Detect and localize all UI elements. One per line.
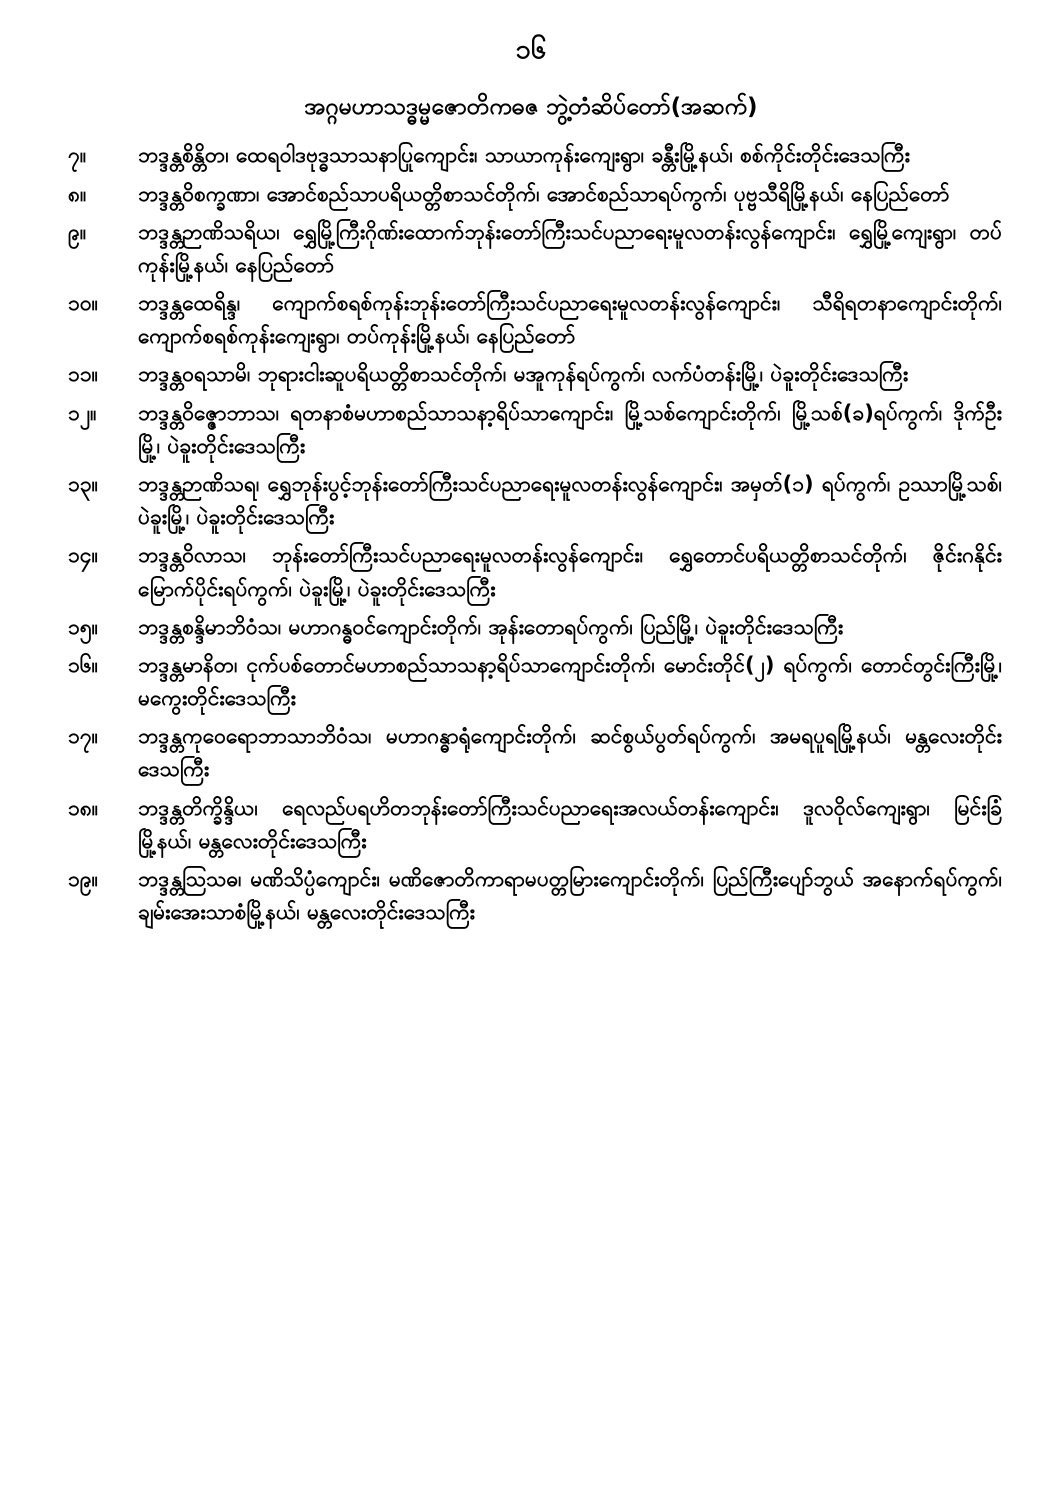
entry-number: ၁၆။	[68, 652, 98, 677]
list-item	[56, 139, 1006, 172]
entry-text: ဘဒ္ဒန္တကုဝေရောဘာသာဘိဝံသ၊ မဟာဂန္ဓာရုံကျောင်းတိုက်၊ ဆင်စွယ်ပွတ်ရပ်ကွက်၊ အမရပူရမြို့နယ်၊ မန္တလေးတိုင်းဒေသကြီး	[138, 724, 1002, 782]
entry-text: ဘဒ္ဒန္တဝိဇ္ဇောဘာသ၊ ရတနာစံမဟာစည်သာသနာ့ရိပ်သာကျောင်း၊ မြို့သစ်ကျောင်းတိုက်၊ မြို့သစ်(ခ)ရပ်ကွက်၊ ဒိုက်ဦးမြို့၊ ပဲခူးတိုင်းဒေသကြီး	[138, 400, 1002, 458]
entry-number: ၁၇။	[68, 724, 98, 749]
list-item	[56, 720, 1006, 786]
list-item	[56, 397, 1006, 463]
list-item	[56, 863, 1006, 929]
entry-text: ဘဒ္ဒန္တတိက္ခိန္ဒိယ၊ ရေလည်ပရဟိတဘုန်းတော်ကြီးသင်ပညာရေးအလယ်တန်းကျောင်း၊ ဒူလဝိုလ်ကျေးရွာ၊ မြင်းခြံမြို့နယ်၊ မန္တလေးတိုင်းဒေသကြီး	[138, 795, 1002, 853]
list-item	[56, 178, 1006, 211]
page-title: အဂ္ဂမဟာသဒ္ဓမ္မဇောတိကဓဇ ဘွဲ့တံဆိပ်တော်(အဆက်)	[304, 94, 758, 121]
entry-text: ဘဒ္ဒန္တထေရိန္ဒ၊ ကျောက်စရစ်ကုန်းဘုန်းတော်ကြီးသင်ပညာရေးမူလတန်းလွန်ကျောင်း၊ သီရိရတနာကျောင်းတိုက်၊ ကျောက်စရစ်ကုန်းကျေးရွာ၊ တပ်ကုန်းမြို့နယ်၊ နေပြည်တော်	[138, 291, 1002, 349]
list-item	[56, 468, 1006, 534]
entry-text: ဘဒ္ဒန္တဉာဏိသရ၊ ရွှေဘုန်းပွင့်ဘုန်းတော်ကြီးသင်ပညာရေးမူလတန်းလွန်ကျောင်း၊ အမှတ်(၁) ရပ်ကွက်၊ ဥဿာမြို့သစ်၊ ပဲခူးမြို့၊ ပဲခူးတိုင်းဒေသကြီး	[138, 471, 1002, 530]
entry-number: ၇။	[68, 143, 87, 168]
entry-number: ၁၅။	[68, 614, 98, 639]
list-item	[56, 358, 1006, 391]
entry-text: ဘဒ္ဒန္တဝိစက္ခဏာ၊ အောင်စည်သာပရိယတ္တိစာသင်တိုက်၊ အောင်စည်သာရပ်ကွက်၊ ပုဗ္ဗသီရိမြို့နယ်၊ နေပြည်တော်	[138, 181, 950, 206]
page-number: ၁၆	[515, 34, 547, 65]
entry-text: ဘဒ္ဒန္တဝရသာမိ၊ ဘုရားငါးဆူပရိယတ္တိစာသင်တိုက်၊ မအူကုန်ရပ်ကွက်၊ လက်ပံတန်းမြို့၊ ပဲခူးတိုင်းဒေသကြီး	[138, 362, 909, 387]
entry-text: ဘဒ္ဒန္တစန္ဒိမာဘိဝံသ၊ မဟာဂန္ဓဝင်ကျောင်းတိုက်၊ အုန်းတောရပ်ကွက်၊ ပြည်မြို့၊ ပဲခူးတိုင်းဒေသကြီး	[138, 614, 844, 639]
entry-text: ဘဒ္ဒန္တမာနိတ၊ ငုက်ပစ်တောင်မဟာစည်သာသနာ့ရိပ်သာကျောင်းတိုက်၊ မောင်းတိုင်(၂) ရပ်ကွက်၊ တောင်တွင်းကြီးမြို့၊ မကွေးတိုင်းဒေသကြီး	[138, 652, 1002, 711]
list-item	[56, 649, 1006, 715]
entry-number: ၉။	[68, 219, 87, 244]
list-item	[56, 611, 1006, 644]
entry-text: ဘဒ္ဒန္တဩသဓ၊ မဏိသိပ္ပံကျောင်း၊ မဏိဇောတိကာရာမပတ္တမြားကျောင်းတိုက်၊ ပြည်ကြီးပျော်ဘွယ် အနောက်ရပ်ကွက်၊ ချမ်းအေးသာစံမြို့နယ်၊ မန္တလေးတိုင်းဒေသကြီး	[138, 866, 1002, 925]
entry-text: ဘဒ္ဒန္တစိန္တိတ၊ ထေရဝါဒဗုဒ္ဓသာသနာပြုကျောင်း၊ သာယာကုန်းကျေးရွာ၊ ခန္တီးမြို့နယ်၊ စစ်ကိုင်းတိုင်းဒေသကြီး	[138, 143, 910, 168]
list-item	[56, 792, 1006, 858]
entry-text: ဘဒ္ဒန္တဝိလာသ၊ ဘုန်းတော်ကြီးသင်ပညာရေးမူလတန်းလွန်ကျောင်း၊ ရွှေတောင်ပရိယတ္တိစာသင်တိုက်၊ ဇိုင်းဂနိုင်းမြောက်ပိုင်းရပ်ကွက်၊ ပဲခူးမြို့၊ ပဲခူးတိုင်းဒေသကြီး	[138, 543, 1002, 601]
entry-text: ဘဒ္ဒန္တဉာဏိသရိယ၊ ရွှေမြို့ကြီးဂိုဏ်းထောက်ဘုန်းတော်ကြီးသင်ပညာရေးမူလတန်းလွန်ကျောင်း၊ ရွှေမြို့ကျေးရွာ၊ တပ်ကုန်းမြို့နယ်၊ နေပြည်တော်	[138, 219, 1002, 277]
entry-number: ၁၁။	[68, 362, 98, 387]
entry-number: ၁၂။	[68, 400, 97, 425]
entry-number: ၈။	[68, 181, 87, 206]
entry-number: ၁၄။	[68, 543, 98, 568]
entry-number: ၁၈။	[68, 795, 99, 820]
entry-list	[56, 139, 1006, 929]
entry-number: ၁၃။	[68, 471, 98, 496]
list-item	[56, 287, 1006, 353]
list-item	[56, 216, 1006, 282]
entry-number: ၁၉။	[68, 866, 98, 891]
list-item	[56, 539, 1006, 605]
entry-number: ၁၀။	[68, 291, 98, 316]
